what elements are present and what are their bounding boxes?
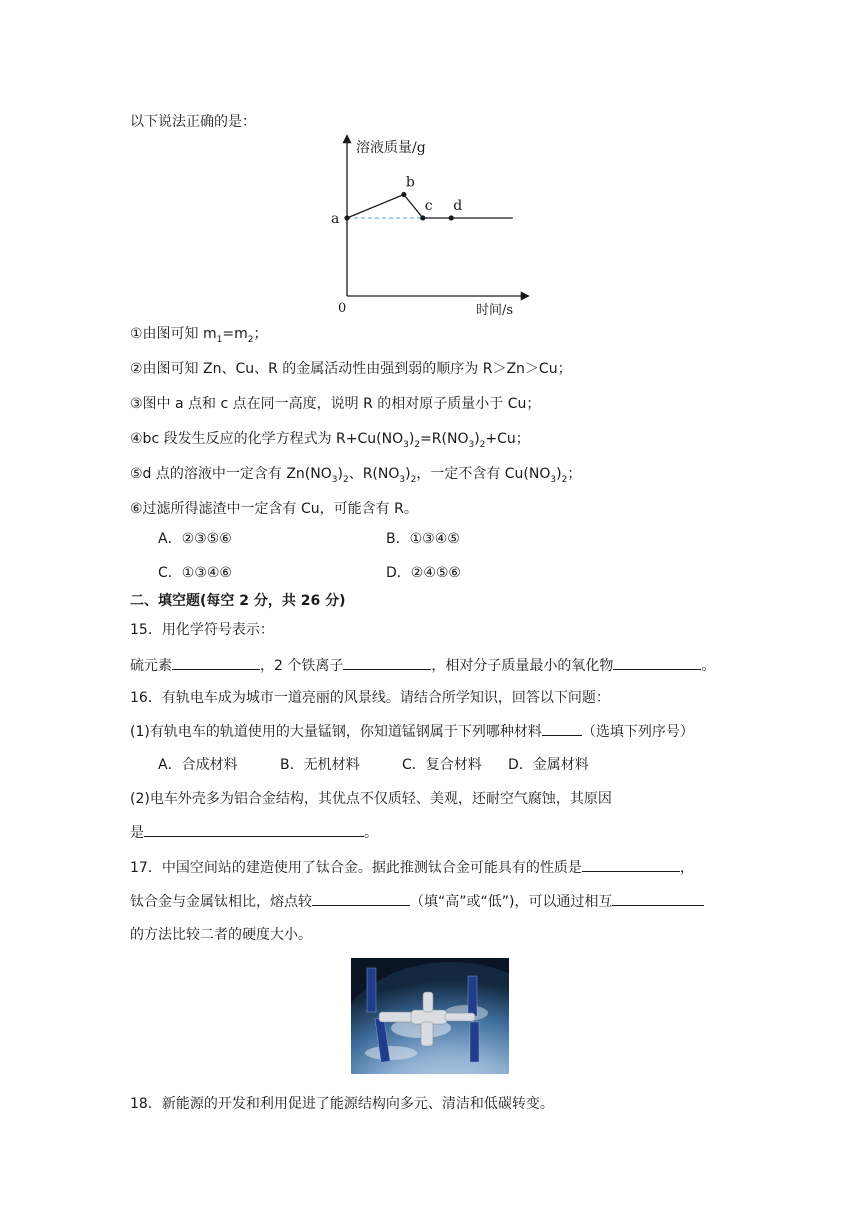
intro-text: 以下说法正确的是： <box>130 114 256 130</box>
point-label-a: a <box>331 210 340 227</box>
y-axis-label: 溶液质量/g <box>356 140 426 156</box>
point-d <box>449 215 454 220</box>
answer-blank[interactable] <box>343 655 431 670</box>
q16-choice-a: A．合成材料 <box>158 757 238 773</box>
answer-blank[interactable] <box>613 655 701 670</box>
q16-choice-b: B．无机材料 <box>280 757 360 773</box>
q18-text: 18．新能源的开发和利用促进了能源结构向多元、清洁和低碳转变。 <box>130 1096 554 1112</box>
statement-1: ①由图可知 $m_1=m_2$； <box>130 326 268 345</box>
solution-mass-chart <box>320 128 540 323</box>
statement-3: ③图中 a 点和 c 点在同一高度，说明 R 的相对原子质量小于 Cu； <box>130 396 541 412</box>
point-label-c: c <box>424 197 433 214</box>
q17-line2: 钛合金与金属钛相比，熔点较 （填“高”或“低”)，可以通过相互 <box>130 891 704 912</box>
answer-blank[interactable] <box>144 822 364 837</box>
q16-choice-c: C．复合材料 <box>402 757 482 773</box>
point-label-d: d <box>453 197 463 214</box>
statement-5: ⑤d 点的溶液中一定含有 $Zn(NO_3)_2$、$R(NO_3)_2$，一定不含有 $Cu(NO_3)_2$； <box>130 466 582 485</box>
q16-title: 16．有轨电车成为城市一道亮丽的风景线。请结合所学知识，回答以下问题： <box>130 690 610 706</box>
option-d: D．②④⑤⑥ <box>386 565 461 581</box>
space-station-photo <box>351 958 509 1074</box>
q16-choice-d: D．金属材料 <box>508 757 589 773</box>
statement-4: ④bc 段发生反应的化学方程式为 $R+Cu(NO_3)_2=R(NO_3)_2+Cu$； <box>130 431 530 450</box>
point-b <box>401 192 406 197</box>
q15-body: 硫元素 ，2 个铁离子 ，相对分子质量最小的氧化物 。 <box>130 655 715 676</box>
origin-label: 0 <box>338 301 347 316</box>
option-b: B．①③④⑤ <box>386 531 460 547</box>
answer-blank[interactable] <box>172 655 260 670</box>
answer-blank[interactable] <box>582 857 680 872</box>
q16-part2: (2)电车外壳多为铝合金结构，其优点不仅质轻、美观，还耐空气腐蚀，其原因 <box>130 791 612 807</box>
option-c: C．①③④⑥ <box>158 565 232 581</box>
section-heading: 二、填空题(每空 2 分，共 26 分) <box>130 593 346 609</box>
x-axis-label: 时间/s <box>476 303 514 318</box>
q17-line3: 的方法比较二者的硬度大小。 <box>130 927 312 943</box>
q17-line1: 17．中国空间站的建造使用了钛合金。据此推测钛合金可能具有的性质是 ， <box>130 857 694 878</box>
statement-6: ⑥过滤所得滤渣中一定含有 Cu，可能含有 R。 <box>130 501 418 517</box>
q16-part2-cont: 是 。 <box>130 822 378 843</box>
q15-title: 15．用化学符号表示： <box>130 622 274 638</box>
answer-blank[interactable] <box>612 891 704 906</box>
q16-part1: (1)有轨电车的轨道使用的大量锰钢，你知道锰钢属于下列哪种材料 （选填下列序号） <box>130 721 694 742</box>
option-a: A．②③⑤⑥ <box>158 531 232 547</box>
answer-blank[interactable] <box>542 721 582 736</box>
answer-blank[interactable] <box>312 891 410 906</box>
statement-2: ②由图可知 Zn、Cu、R 的金属活动性由强到弱的顺序为 R＞Zn＞Cu； <box>130 361 572 377</box>
point-c <box>420 215 425 220</box>
point-label-b: b <box>405 174 415 191</box>
point-a <box>344 215 349 220</box>
